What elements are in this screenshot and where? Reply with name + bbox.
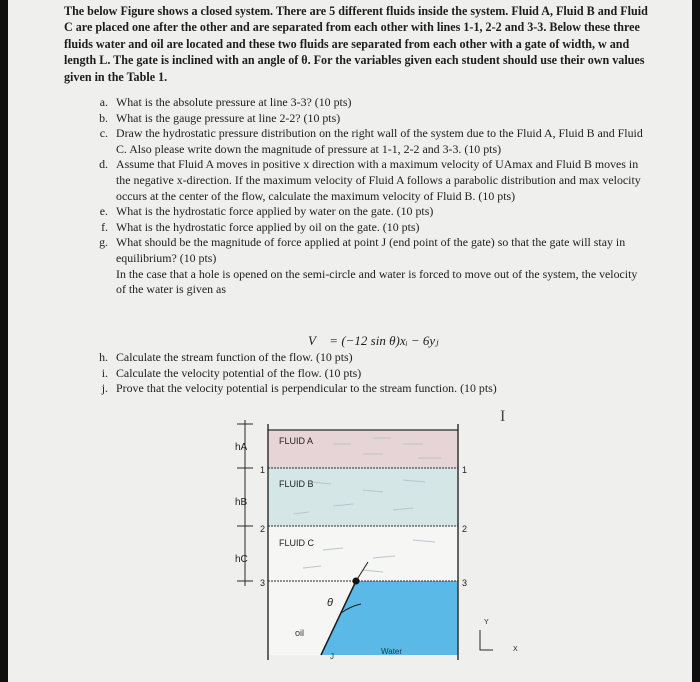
document-page — [8, 0, 692, 682]
problem-intro: The below Figure shows a closed system. There are 5 different fluids inside the system. Fluid A, Fluid B and Fluid C are placed one after the other and are separated from each other with lines 1-1, 2-2 and 3-3. Below these three fluids water and oil are located and these two fluids are separated from each other with a gate of width, w and length L. The gate is inclined with an angle of θ. For the variables given each student should use their own values given in the Table 1. — [64, 4, 648, 84]
question-text: What should be the magnitude of force applied at point J (end point of the gate) so that the gate will stay in equilibrium? (10 pts) — [116, 235, 626, 265]
question-label: f. — [101, 219, 108, 234]
line-number-right-1: 1 — [462, 465, 468, 475]
fluid-b-label: FLUID B — [279, 479, 314, 489]
fluid-a-label: FLUID A — [279, 436, 314, 446]
question-text: Draw the hydrostatic pressure distribution on the right wall of the system due to the Fluid A, Fluid B and Fluid C. Also please write down the magnitude of pressure at 1-1, 2-2 and 3-3. (10 pts) — [116, 126, 643, 156]
question-text: What is the hydrostatic force applied by oil on the gate. (10 pts) — [116, 219, 420, 234]
velocity-equation: V⃗ = (−12 sin θ)xᵢ − 6yⱼ — [308, 333, 439, 348]
gate-end-label: J — [330, 652, 334, 661]
axis-y-label: Y — [484, 619, 489, 626]
fluid-b-region — [268, 468, 458, 526]
question-j — [90, 381, 645, 397]
question-label: h. — [99, 350, 108, 364]
line-number-right-3: 3 — [462, 578, 468, 588]
question-label: e. — [99, 204, 108, 219]
question-list — [90, 95, 645, 298]
question-text: What is the gauge pressure at line 2-2? (10 pts) — [116, 110, 341, 125]
fluid-c-region — [268, 526, 458, 581]
question-e — [90, 204, 645, 220]
question-label: d. — [99, 157, 108, 172]
line-number-left-1: 1 — [260, 465, 266, 475]
hole-description: In the case that a hole is opened on the semi-circle and water is forced to move out of the system, the velocity of the water is given as — [116, 266, 638, 297]
question-text: Prove that the velocity potential is perpendicular to the stream function. (10 pts) — [116, 381, 497, 396]
line-number-left-2: 2 — [260, 524, 266, 534]
height-label-c: hC — [235, 554, 248, 565]
question-list-2 — [90, 350, 645, 397]
question-text: Calculate the stream function of the flow. (10 pts) — [116, 350, 353, 364]
question-label: i. — [101, 365, 108, 380]
question-i — [90, 366, 645, 382]
question-text: What is the absolute pressure at line 3-3? (10 pts) — [116, 95, 352, 109]
water-label: Water — [381, 647, 403, 656]
question-d — [90, 157, 645, 204]
question-text: Assume that Fluid A moves in positive x direction with a maximum velocity of UAmax and Fluid B moves in the negative x-direction. If the maximum velocity of Fluid A follows a parabolic distribution and max velocity occurs at the center of the flow, calculate the maximum velocity of Fluid B. (10 pts) — [116, 157, 641, 203]
question-c — [90, 126, 645, 157]
oil-label: oil — [295, 628, 305, 638]
angle-label: θ — [327, 597, 333, 609]
line-number-left-3: 3 — [260, 578, 266, 588]
text-cursor-icon: I — [500, 408, 506, 425]
question-b — [90, 111, 645, 127]
question-label: c. — [99, 126, 108, 141]
question-text: Calculate the velocity potential of the flow. (10 pts) — [116, 365, 362, 380]
question-h — [90, 350, 645, 366]
question-a — [90, 95, 645, 111]
line-number-right-2: 2 — [462, 524, 468, 534]
height-label-a: hA — [235, 442, 248, 453]
height-label-b: hB — [235, 497, 248, 508]
system-figure — [213, 410, 493, 675]
coordinate-axes-icon — [480, 630, 493, 650]
question-g — [90, 235, 645, 297]
question-text: What is the hydrostatic force applied by water on the gate. (10 pts) — [116, 204, 434, 219]
question-label: b. — [99, 110, 108, 125]
question-label: g. — [99, 235, 108, 250]
question-f — [90, 220, 645, 236]
question-label: a. — [99, 95, 108, 109]
axis-x-label: X — [513, 646, 518, 653]
fluid-c-label: FLUID C — [279, 538, 315, 548]
question-label: j. — [101, 381, 108, 396]
